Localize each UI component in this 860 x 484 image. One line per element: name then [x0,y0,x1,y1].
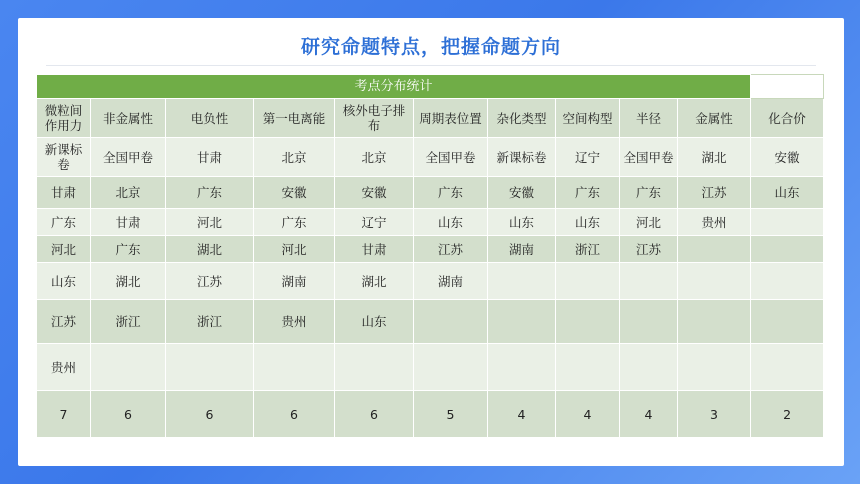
table-cell: 4 [488,391,556,438]
table-cell: 非金属性 [91,99,166,138]
table-cell: 核外电子排布 [335,99,414,138]
table-cell [751,236,824,263]
table-cell: 江苏 [414,236,488,263]
title-divider [46,65,816,66]
table-cell: 广东 [254,209,335,236]
page-title: 研究命题特点，把握命题方向 [300,36,561,58]
table-cell: 4 [556,391,620,438]
table-row [37,138,824,177]
table-cell [254,344,335,391]
caption-blank-cell [751,75,824,99]
table-cell: 广东 [414,177,488,209]
table-cell: 全国甲卷 [91,138,166,177]
table-cell: 山东 [414,209,488,236]
table-cell: 安徽 [254,177,335,209]
table-cell: 广东 [37,209,91,236]
table-caption: 考点分布统计 [37,75,751,99]
table-cell [678,263,751,300]
table-cell: 湖北 [166,236,254,263]
table-cell: 4 [620,391,678,438]
table-cell [414,344,488,391]
table-cell: 杂化类型 [488,99,556,138]
table-cell: 甘肃 [37,177,91,209]
header-row [37,99,824,138]
table-cell: 河北 [166,209,254,236]
table-cell [620,344,678,391]
table-cell: 山东 [37,263,91,300]
table-cell [678,300,751,344]
table-cell: 新课标卷 [37,138,91,177]
table-cell: 河北 [37,236,91,263]
table-cell: 山东 [556,209,620,236]
table-cell: 化合价 [751,99,824,138]
table-cell [556,344,620,391]
table-row [37,177,824,209]
table-cell: 7 [37,391,91,438]
table-cell: 山东 [335,300,414,344]
table-cell [678,236,751,263]
table-cell [488,300,556,344]
table-cell: 河北 [620,209,678,236]
table-cell: 北京 [335,138,414,177]
table-cell: 辽宁 [335,209,414,236]
table-cell: 湖北 [335,263,414,300]
table-cell [751,300,824,344]
table-cell: 江苏 [678,177,751,209]
table-cell [751,209,824,236]
table-cell: 贵州 [678,209,751,236]
table-cell [751,344,824,391]
table-cell: 浙江 [91,300,166,344]
table-row [37,209,824,236]
table-cell: 山东 [488,209,556,236]
table-cell: 6 [166,391,254,438]
table-cell [335,344,414,391]
table-cell: 湖北 [91,263,166,300]
table-cell: 新课标卷 [488,138,556,177]
table-cell: 河北 [254,236,335,263]
table-row [37,263,824,300]
table-cell [556,300,620,344]
table-cell: 浙江 [556,236,620,263]
table-cell [488,263,556,300]
table-cell: 山东 [751,177,824,209]
table-cell [488,344,556,391]
table-cell: 安徽 [488,177,556,209]
table-cell: 湖南 [488,236,556,263]
exam-distribution-table [36,74,824,438]
table-row [37,300,824,344]
table-cell: 甘肃 [166,138,254,177]
table-cell: 全国甲卷 [620,138,678,177]
table-cell: 2 [751,391,824,438]
table-cell: 北京 [91,177,166,209]
table-cell: 贵州 [37,344,91,391]
table-cell: 微粒间作用力 [37,99,91,138]
table-cell: 北京 [254,138,335,177]
table-cell [414,300,488,344]
table-cell: 广东 [556,177,620,209]
table-cell: 电负性 [166,99,254,138]
table-cell: 金属性 [678,99,751,138]
table-cell: 江苏 [166,263,254,300]
table-cell: 湖南 [414,263,488,300]
table-cell: 湖南 [254,263,335,300]
table-cell: 甘肃 [335,236,414,263]
table-cell [620,300,678,344]
table-cell: 江苏 [620,236,678,263]
table-cell [678,344,751,391]
table-cell [620,263,678,300]
table-cell: 全国甲卷 [414,138,488,177]
table-cell: 空间构型 [556,99,620,138]
table-cell [166,344,254,391]
table-cell [556,263,620,300]
table-cell: 6 [335,391,414,438]
table-cell: 6 [254,391,335,438]
count-row [37,391,824,438]
table-cell: 半径 [620,99,678,138]
table-cell: 广东 [166,177,254,209]
table-cell: 周期表位置 [414,99,488,138]
table-cell: 辽宁 [556,138,620,177]
table-cell: 广东 [91,236,166,263]
table-cell [91,344,166,391]
table-row [37,344,824,391]
table-cell: 浙江 [166,300,254,344]
table-cell: 江苏 [37,300,91,344]
table-cell: 安徽 [751,138,824,177]
table-cell: 5 [414,391,488,438]
table-cell: 第一电离能 [254,99,335,138]
content-card [18,18,844,466]
table-cell: 6 [91,391,166,438]
table-cell: 安徽 [335,177,414,209]
caption-row [37,75,824,99]
table-cell: 湖北 [678,138,751,177]
table-row [37,236,824,263]
table-cell: 广东 [620,177,678,209]
table-cell: 3 [678,391,751,438]
table-cell: 贵州 [254,300,335,344]
table-cell: 甘肃 [91,209,166,236]
table-cell [751,263,824,300]
